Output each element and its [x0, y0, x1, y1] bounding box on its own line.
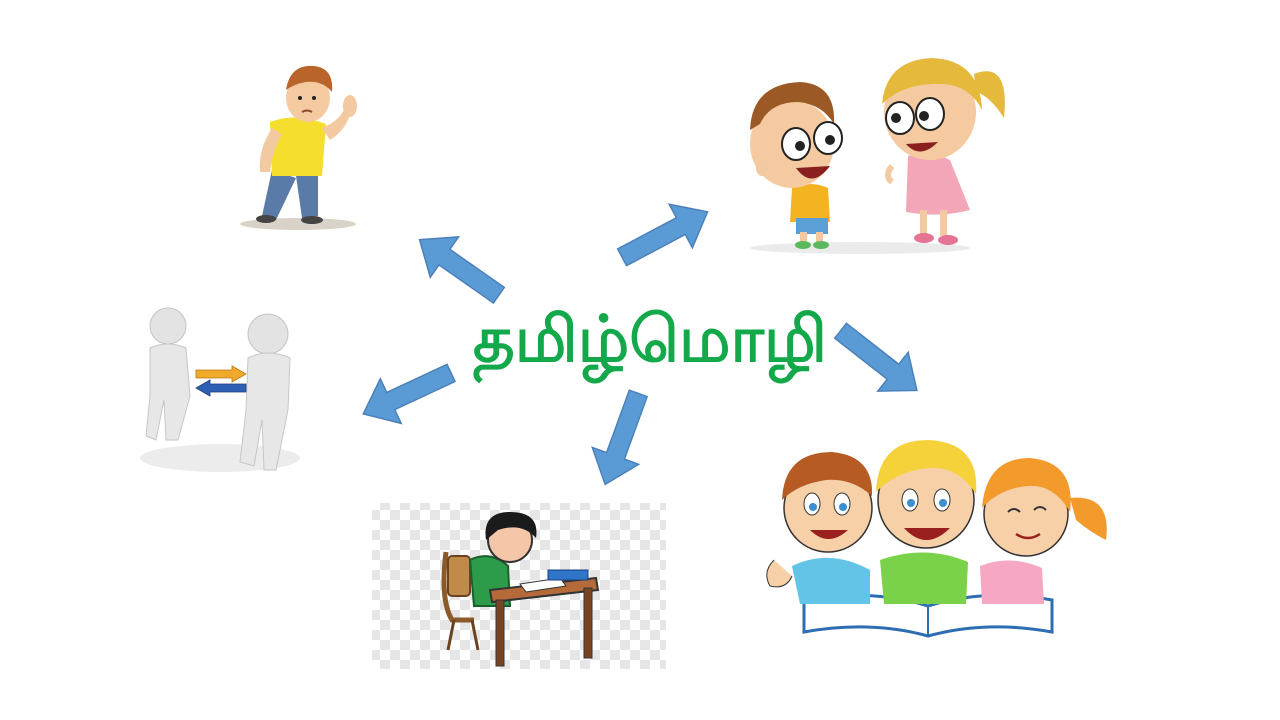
center-title: தமிழ்மொழி [473, 303, 827, 377]
exchange-people-icon [140, 308, 300, 472]
listening-child-icon [240, 66, 357, 230]
reading-children-icon [767, 440, 1107, 636]
arrow-to-writing [582, 385, 662, 493]
talking-children-icon [750, 58, 1005, 254]
writing-child-icon [372, 503, 666, 669]
arrow-to-speaking [610, 190, 719, 279]
